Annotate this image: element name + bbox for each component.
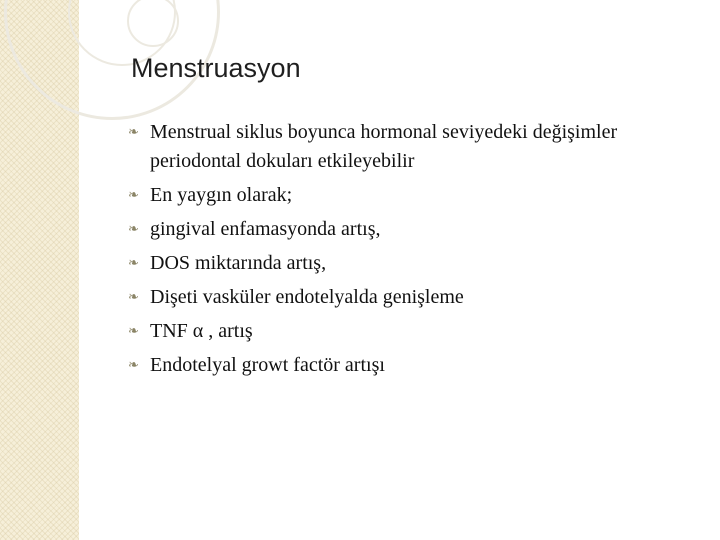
bullet-item (128, 283, 688, 312)
bullet-text: Endotelyal growt factör artışı (150, 354, 385, 376)
bullet-item (128, 317, 688, 346)
bullet-item (128, 118, 688, 176)
swirl-bullet-icon: ❧ (128, 222, 139, 237)
bullet-text: DOS miktarında artış, (150, 252, 327, 274)
bullet-text: TNF α , artış (150, 320, 253, 342)
swirl-bullet-icon: ❧ (128, 188, 139, 203)
swirl-bullet-icon: ❧ (128, 324, 139, 339)
bullet-item (128, 249, 688, 278)
bullet-text: gingival enfamasyonda artış, (150, 218, 381, 240)
swirl-bullet-icon: ❧ (128, 290, 139, 305)
bullet-item (128, 181, 688, 210)
bullet-text: En yaygın olarak; (150, 184, 293, 206)
swirl-bullet-icon: ❧ (128, 256, 139, 271)
swirl-bullet-icon: ❧ (128, 358, 139, 373)
bullet-text: Menstrual siklus boyunca hormonal seviyedeki değişimler periodontal dokuları etkileyebilir (150, 121, 618, 172)
bullet-item (128, 215, 688, 244)
bullet-item (128, 351, 688, 380)
slide-title: Menstruasyon (131, 53, 301, 83)
swirl-bullet-icon: ❧ (128, 125, 139, 140)
bullet-text: Dişeti vasküler endotelyalda genişleme (150, 286, 464, 308)
bullet-list (128, 118, 688, 385)
